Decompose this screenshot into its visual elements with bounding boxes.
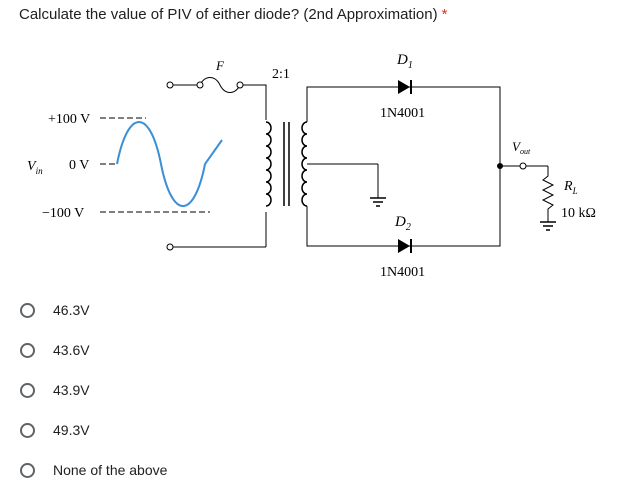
question-text: Calculate the value of PIV of either diode? (2nd Approximation) xyxy=(19,6,438,23)
radio-button[interactable] xyxy=(20,383,35,398)
option-label: 43.6V xyxy=(53,342,90,358)
radio-button[interactable] xyxy=(20,343,35,358)
input-terminal-top xyxy=(167,82,173,88)
transformer-primary xyxy=(266,122,271,206)
label-vminus: −100 V xyxy=(42,206,85,221)
input-terminal-bottom xyxy=(167,244,173,250)
option-label: None of the above xyxy=(53,462,168,478)
option-1[interactable] xyxy=(20,290,167,330)
option-2[interactable] xyxy=(20,330,167,370)
option-4[interactable] xyxy=(20,410,167,450)
label-d1: $D_1$ xyxy=(397,52,413,71)
label-vout: $V_{out}$ xyxy=(512,139,531,156)
diode-d2 xyxy=(398,239,410,253)
label-ratio: 2:1 xyxy=(272,67,290,82)
label-rl: $R_L$ xyxy=(564,179,578,196)
label-vzero: 0 V xyxy=(69,158,90,173)
label-d2: $D_2$ xyxy=(395,214,411,233)
radio-button[interactable] xyxy=(20,463,35,478)
label-d2-part: 1N4001 xyxy=(380,265,426,280)
label-vin: $V_{in}$ xyxy=(27,159,43,176)
label-vplus: +100 V xyxy=(48,112,91,127)
transformer-secondary xyxy=(302,122,307,206)
required-asterisk: * xyxy=(441,6,448,23)
output-terminal xyxy=(520,163,526,169)
label-rl-value: 10 kΩ xyxy=(561,206,596,221)
option-3[interactable] xyxy=(20,370,167,410)
label-fuse: F xyxy=(216,58,224,73)
option-label: 43.9V xyxy=(53,382,90,398)
label-d1-part: 1N4001 xyxy=(380,106,426,121)
sine-wave xyxy=(117,122,222,206)
option-label: 49.3V xyxy=(53,422,90,438)
load-resistor xyxy=(543,166,553,222)
answer-options xyxy=(20,290,167,490)
radio-button[interactable] xyxy=(20,423,35,438)
option-label: 46.3V xyxy=(53,302,90,318)
fuse-symbol xyxy=(173,78,266,121)
option-5[interactable] xyxy=(20,450,167,490)
radio-button[interactable] xyxy=(20,303,35,318)
diode-d1 xyxy=(398,80,410,94)
